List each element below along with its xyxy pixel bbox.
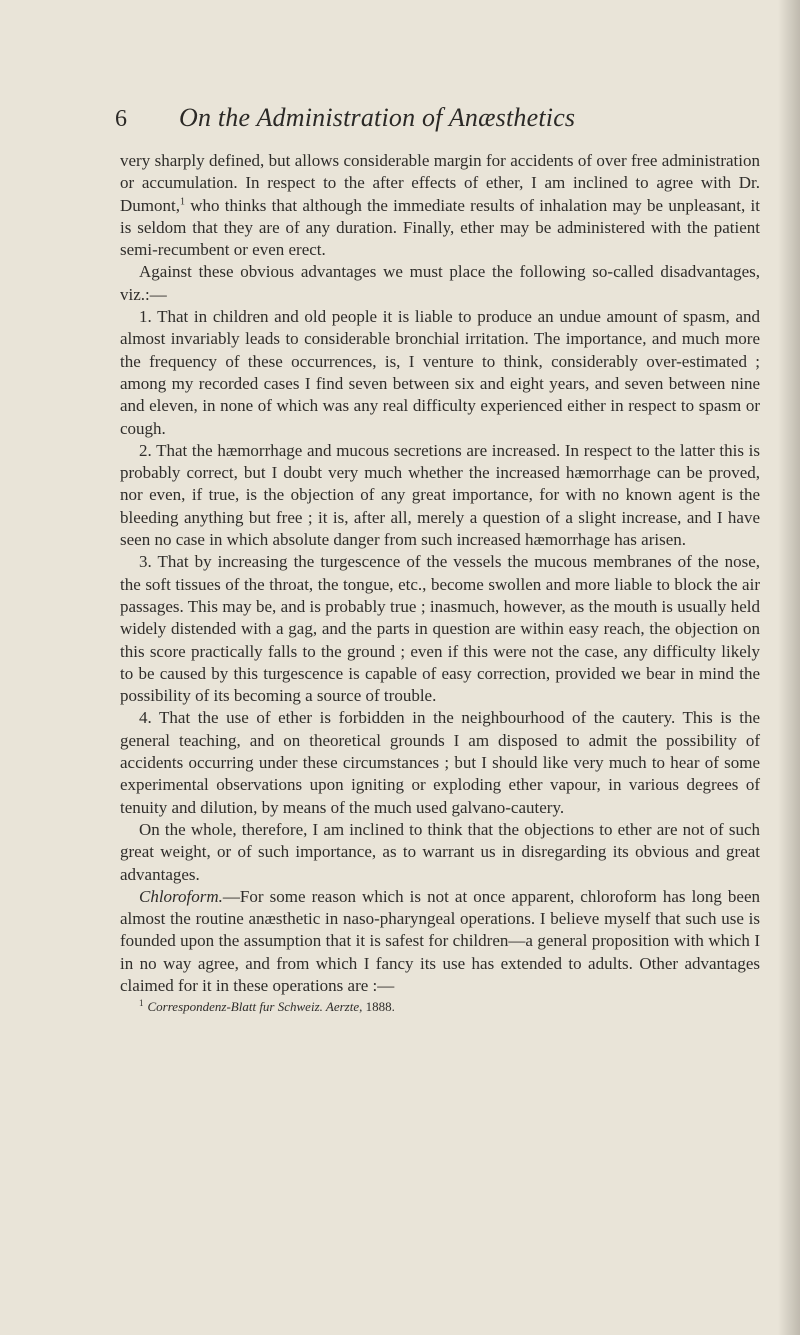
paragraph-2: Against these obvious advantages we must place the following so-called disadvantages, viz.:— — [120, 262, 760, 304]
running-title: On the Administration of Anæsthetics — [179, 103, 576, 132]
paragraph-8 — [120, 886, 760, 997]
page-number: 6 — [115, 106, 127, 132]
footnote-reference: 1 — [179, 195, 185, 207]
paragraph-1-text-b: who thinks that although the immediate results of inhalation may be unpleasant, it is seldom that they are of any duration. Finally, ether may be administered with the patient semi-recumbent or even erect. — [120, 195, 760, 260]
paragraph-3: 1. That in children and old people it is liable to produce an undue amount of spasm, and almost invariably leads to considerable bronchial irritation. The importance, and much more the frequency of these occurrences, is, I venture to think, considerably over-estimated ; among my recorded cases I find seven between six and eight years, and seven between nine and eleven, in none of which was any real difficulty experienced either in respect to spasm or cough. — [120, 307, 760, 438]
footnote-number: 1 — [139, 997, 144, 1008]
page-header — [115, 101, 755, 141]
paragraph-6: 4. That the use of ether is forbidden in the neighbourhood of the cautery. This is the general teaching, and on theoretical grounds I am disposed to admit the possibility of accidents occurring under these circumstances ; but I should like very much to hear of some experimental observations upon igniting or exploding ether vapour, in various degrees of tenuity and dilution, by means of the much used galvano-cautery. — [120, 708, 760, 817]
footnote-source: Correspondenz-Blatt fur Schweiz. Aerzte — [147, 999, 360, 1015]
page-edge-shadow — [778, 0, 800, 1335]
paragraph-1-text-a: very sharply defined, but allows considerable margin for accidents of over free administration or accumulation. In respect to the after effects of ether, I am inclined to agree with Dr. Dumont, — [120, 151, 760, 215]
footnote — [120, 999, 760, 1015]
paragraph-1 — [120, 150, 760, 261]
footnote-year: , 1888. — [359, 999, 395, 1015]
paragraph-4: 2. That the hæmorrhage and mucous secretions are increased. In respect to the latter this is probably correct, but I doubt very much whether the increased hæmorrhage can be proved, nor even, if true, is the objection of any great importance, for with no known agent is the bleeding anything but free ; it is, after all, merely a question of a slight increase, and I have seen no case in which absolute danger from such increased hæmorrhage has arisen. — [120, 440, 760, 550]
paragraph-8-text: —For some reason which is not at once apparent, chloroform has long been almost the routine anæsthetic in naso-pharyngeal operations. I believe myself that such use is founded upon the assumption that it is safest for children—a general proposition with which I in no way agree, and from which I fancy its use has extended to adults. Other advantages claimed for it in these operations are :— — [120, 886, 760, 995]
paragraph-7: On the whole, therefore, I am inclined to think that the objections to ether are not of such great weight, or of such importance, as to warrant us in disregarding its obvious and great advantages. — [120, 819, 760, 884]
body-text — [120, 150, 760, 1015]
section-label-chloroform: Chloroform. — [139, 886, 223, 906]
paragraph-5: 3. That by increasing the turgescence of the vessels the mucous membranes of the nose, the soft tissues of the throat, the tongue, etc., become swollen and more liable to block the air passages. This may be, and is probably true ; inasmuch, however, as the mouth is usually held widely distended with a gag, and the parts in question are within easy reach, the objection on this score practically falls to the ground ; even if this were not the case, any difficulty likely to be caused by this turgescence is capable of easy correction, provided we bear in mind the possibility of its becoming a source of trouble. — [120, 552, 760, 706]
